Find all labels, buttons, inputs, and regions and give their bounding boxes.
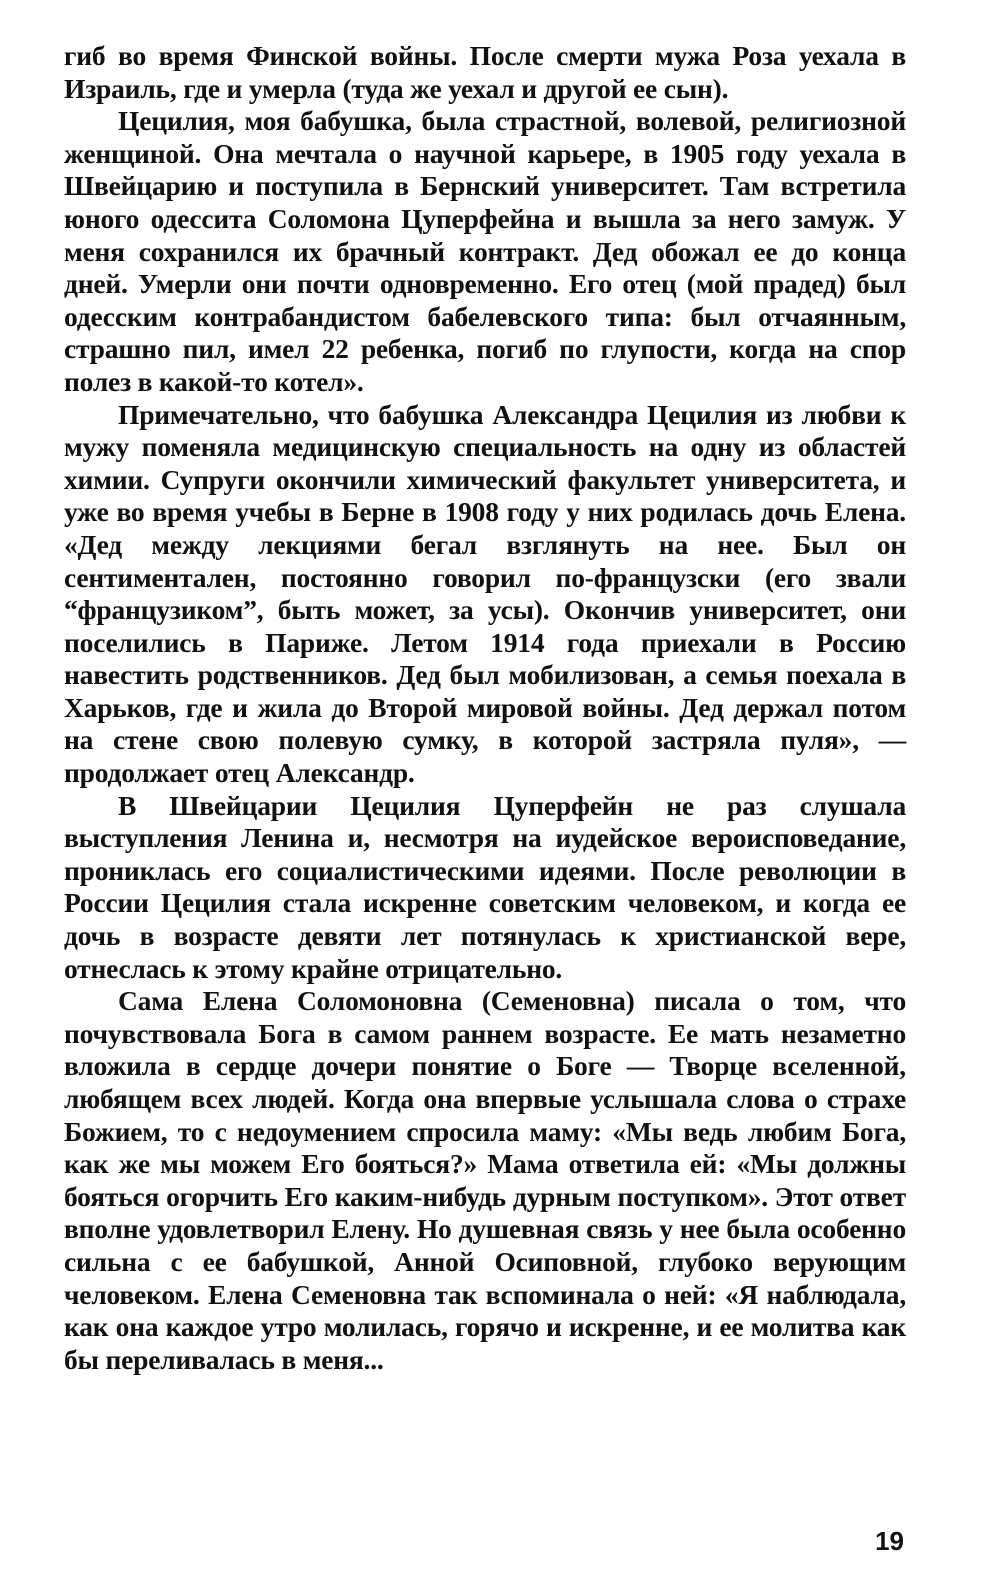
paragraph-chemistry: Примечательно, что бабушка Александра Цецилия из любви к мужу поменяла медицинскую специальность на одну из областей химии. Супруги окончили химический факультет университета, и уже во время учебы в Берне в 1908 году у них родилась дочь Елена. «Дед между лекциями бегал взглянуть на нее. Был он сентиментален, постоянно говорил по-французски (его звали “французиком”, быть может, за усы). Окончив университет, они поселились в Париже. Летом 1914 года приехали в Россию навестить родственников. Дед был мобилизован, а семья поехала в Харьков, где и жила до Второй мировой войны. Дед держал потом на стене свою полевую сумку, в которой застряла пуля», — продолжает отец Александр. (64, 398, 906, 789)
paragraph-tsetsilia: Цецилия, моя бабушка, была страстной, волевой, религиозной женщиной. Она мечтала о научной карьере, в 1905 году уехала в Швейцарию и поступила в Бернский университет. Там встретила юного одессита Соломона Цуперфейна и вышла за него замуж. У меня сохранился их брачный контракт. Дед обожал ее до конца дней. Умерли они почти одновременно. Его отец (мой прадед) был одесским контрабандистом бабелевского типа: был отчаянным, страшно пил, имел 22 ребенка, погиб по глупости, когда на спор полез в какой-то котел». (64, 105, 906, 397)
page-number: 19 (875, 1526, 904, 1556)
paragraph-continuation: гиб во время Финской войны. После смерти мужа Роза уехала в Израиль, где и умерла (туда же уехал и другой ее сын). (64, 40, 906, 104)
paragraph-elena: Сама Елена Соломоновна (Семеновна) писала о том, что почувствовала Бога в самом раннем возрасте. Ее мать незаметно вложила в сердце дочери понятие о Боге — Творце вселенной, любящем всех людей. Когда она впервые услышала слова о страхе Божием, то с недоумением спросила маму: «Мы ведь любим Бога, как же мы можем Его бояться?» Мама ответила ей: «Мы должны бояться огорчить Его каким-нибудь дурным поступком». Этот ответ вполне удовлетворил Елену. Но душевная связь у нее была особенно сильна с ее бабушкой, Анной Осиповной, глубоко верующим человеком. Елена Семеновна так вспоминала о ней: «Я наблюдала, как она каждое утро молилась, горячо и искренне, и ее молитва как бы переливалась в меня... (64, 985, 906, 1375)
paragraph-switzerland: В Швейцарии Цецилия Цуперфейн не раз слушала выступления Ленина и, несмотря на иудейское вероисповедание, прониклась его социалистическими идеями. После революции в России Цецилия стала искренне советским человеком, и когда ее дочь в возрасте девяти лет потянулась к христианской вере, отнеслась к этому крайне отрицательно. (64, 789, 906, 984)
body-text (64, 40, 906, 1376)
